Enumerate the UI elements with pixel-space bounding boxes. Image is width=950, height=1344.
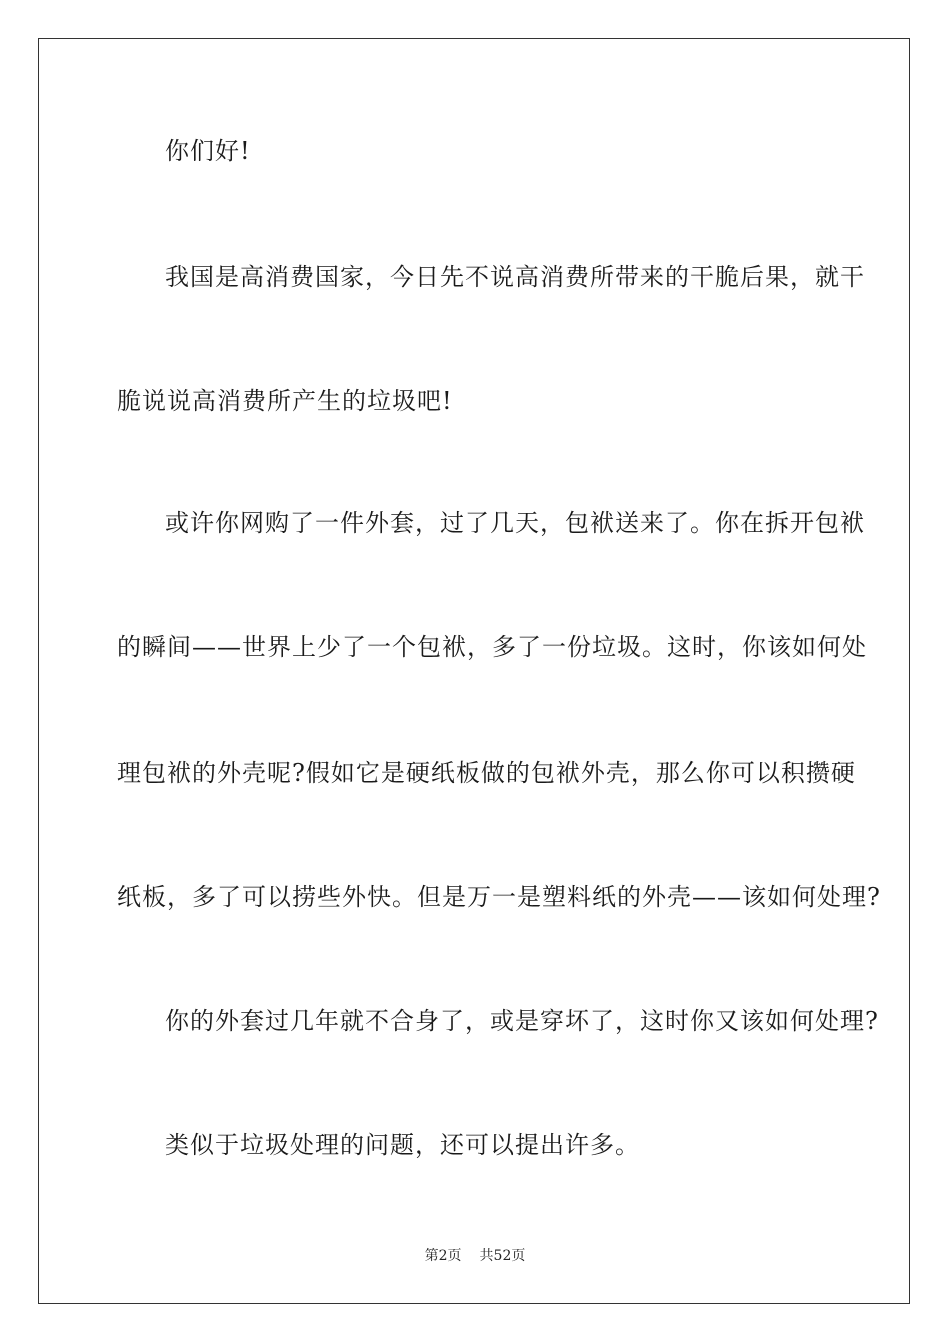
paragraph-line: 或许你网购了一件外套，过了几天，包袱送来了。你在拆开包袱 xyxy=(165,509,865,537)
paragraph-line: 我国是高消费国家，今日先不说高消费所带来的干脆后果，就干 xyxy=(165,263,865,291)
page-border xyxy=(38,38,910,1304)
page-footer xyxy=(0,1247,950,1265)
paragraph-line: 纸板，多了可以捞些外快。但是万一是塑料纸的外壳——该如何处理? xyxy=(117,883,881,911)
page-number: 第2页 xyxy=(424,1248,462,1264)
paragraph-line: 类似于垃圾处理的问题，还可以提出许多。 xyxy=(165,1131,640,1159)
paragraph-line: 的瞬间——世界上少了一个包袱，多了一份垃圾。这时，你该如何处 xyxy=(117,633,867,661)
paragraph-line: 理包袱的外壳呢?假如它是硬纸板做的包袱外壳，那么你可以积攒硬 xyxy=(117,759,856,787)
paragraph-line: 你的外套过几年就不合身了，或是穿坏了，这时你又该如何处理? xyxy=(165,1007,879,1035)
paragraph-greeting: 你们好! xyxy=(165,137,251,165)
paragraph-line: 脆说说高消费所产生的垃圾吧! xyxy=(117,387,453,415)
page-total: 共52页 xyxy=(479,1248,526,1264)
